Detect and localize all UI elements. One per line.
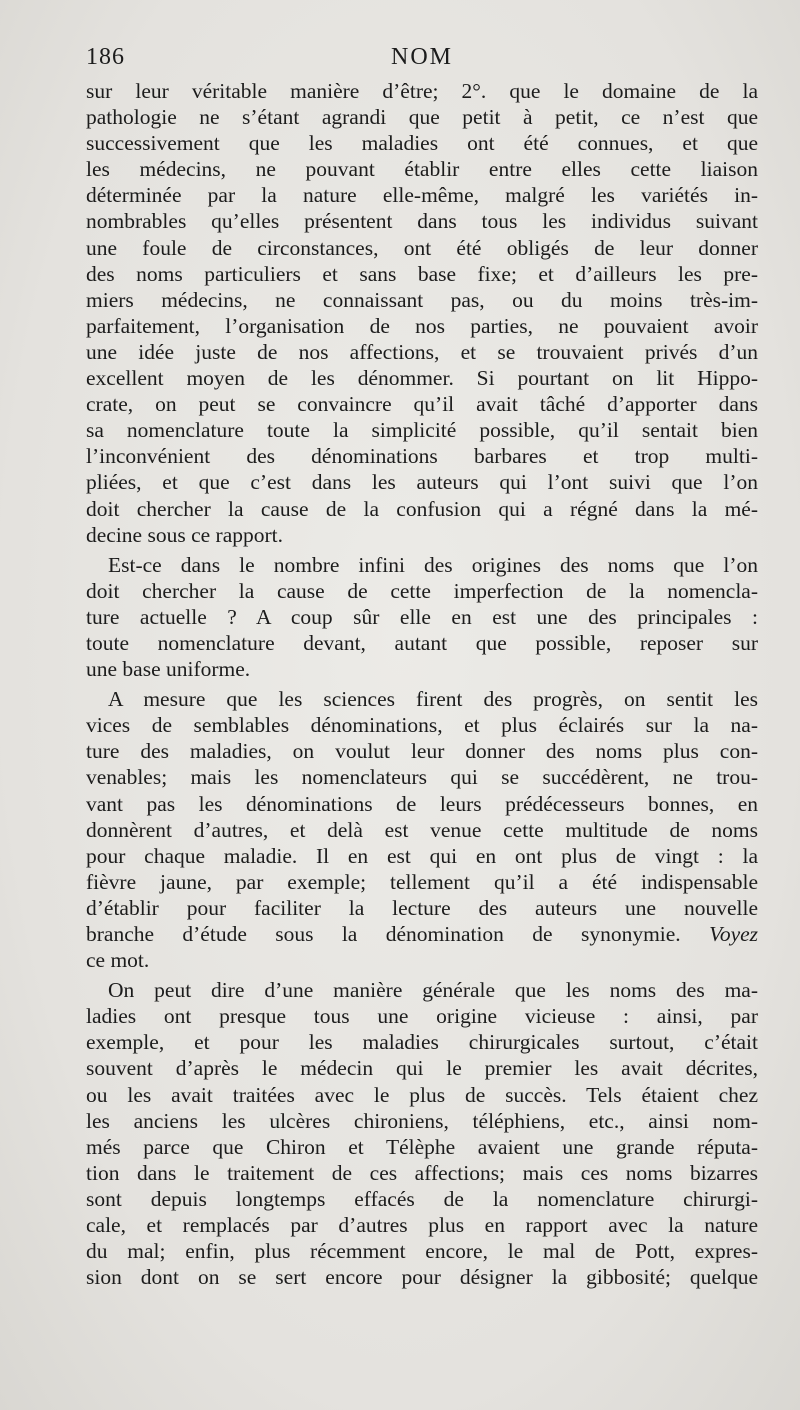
page-number: 186 — [86, 44, 125, 70]
text-line: souvent d’après le médecin qui le premier les avait décrites, — [86, 1056, 758, 1081]
text-line: pliées, et que c’est dans les auteurs qui l’ont suivi que l’on — [86, 470, 758, 495]
text-line: doit chercher la cause de la confusion qui a régné dans la mé- — [86, 496, 758, 521]
text-line: miers médecins, ne connaissant pas, ou du moins très-im- — [86, 287, 758, 312]
text-line: l’inconvénient des dénominations barbares et trop multi- — [86, 444, 758, 469]
text-line: A mesure que les sciences firent des progrès, on sentit les — [108, 687, 758, 712]
text-line: du mal; enfin, plus récemment encore, le mal de Pott, expres- — [86, 1239, 758, 1264]
text-line: cale, et remplacés par d’autres plus en rapport avec la nature — [86, 1213, 758, 1238]
text-line: toute nomenclature devant, autant que possible, reposer sur — [86, 630, 758, 655]
text-line: ce mot. — [86, 948, 150, 973]
text-line: sur leur véritable manière d’être; 2°. que le domaine de la — [86, 79, 758, 103]
body-text — [86, 78, 758, 1294]
paragraph — [86, 78, 758, 548]
text-line: crate, on peut se convaincre qu’il avait tâché d’apporter dans — [86, 392, 758, 417]
text-line: pour chaque maladie. Il en est qui en ont plus de vingt : la — [86, 843, 758, 868]
text-line: successivement que les maladies ont été connues, et que — [86, 131, 758, 156]
text-line: doit chercher la cause de cette imperfection de la nomencla- — [86, 578, 758, 603]
text-line: une foule de circonstances, ont été obligés de leur donner — [86, 235, 758, 260]
text-segment: branche d’étude sous la dénomination de synonymie. — [86, 922, 681, 946]
paragraph — [86, 686, 758, 973]
text-line-with-reference — [86, 921, 758, 947]
text-line: pathologie ne s’étant agrandi que petit à petit, ce n’est que — [86, 105, 758, 130]
page-header — [86, 44, 758, 74]
text-line: vices de semblables dénominations, et plus éclairés sur la na- — [86, 713, 758, 738]
text-line: sa nomenclature toute la simplicité possible, qu’il sentait bien — [86, 418, 758, 443]
text-line: sion dont on se sert encore pour désigner la gibbosité; quelque — [86, 1265, 758, 1290]
text-line: les anciens les ulcères chironiens, téléphiens, etc., ainsi nom- — [86, 1108, 758, 1133]
cross-reference: Voyez — [709, 922, 758, 946]
text-line: d’établir pour faciliter la lecture des auteurs une nouvelle — [86, 895, 758, 920]
text-line: decine sous ce rapport. — [86, 522, 284, 547]
text-line: donnèrent d’autres, et delà est venue cette multitude de noms — [86, 817, 758, 842]
text-line: vant pas les dénominations de leurs prédécesseurs bonnes, en — [86, 791, 758, 816]
paragraph — [86, 977, 758, 1290]
text-line: parfaitement, l’organisation de nos parties, ne pouvaient avoir — [86, 313, 758, 338]
text-line: On peut dire d’une manière générale que les noms des ma- — [108, 978, 758, 1003]
text-line: venables; mais les nomenclateurs qui se succédèrent, ne trou- — [86, 765, 758, 790]
text-line: ture actuelle ? A coup sûr elle en est une des principales : — [86, 604, 758, 629]
text-line: més parce que Chiron et Télèphe avaient une grande réputa- — [86, 1134, 758, 1159]
text-line: Est-ce dans le nombre infini des origines des noms que l’on — [108, 552, 758, 577]
text-line: les médecins, ne pouvant établir entre elles cette liaison — [86, 157, 758, 182]
text-line: une base uniforme. — [86, 657, 251, 682]
text-line: excellent moyen de les dénommer. Si pourtant on lit Hippo- — [86, 366, 758, 391]
text-line: exemple, et pour les maladies chirurgicales surtout, c’était — [86, 1030, 758, 1055]
text-line: sont depuis longtemps effacés de la nomenclature chirurgi- — [86, 1186, 758, 1211]
text-line: des noms particuliers et sans base fixe; et d’ailleurs les pre- — [86, 261, 758, 286]
text-line: ladies ont presque tous une origine vicieuse : ainsi, par — [86, 1004, 758, 1029]
paragraph — [86, 552, 758, 682]
running-title: NOM — [390, 44, 453, 70]
text-line: déterminée par la nature elle-même, malgré les variétés in- — [86, 183, 758, 208]
text-line: une idée juste de nos affections, et se trouvaient privés d’un — [86, 339, 758, 364]
text-line: ture des maladies, on voulut leur donner des noms plus con- — [86, 739, 758, 764]
text-line: fièvre jaune, par exemple; tellement qu’il a été indispensable — [86, 869, 758, 894]
text-line: tion dans le traitement de ces affections; mais ces noms bizarres — [86, 1160, 758, 1185]
text-line: ou les avait traitées avec le plus de succès. Tels étaient chez — [86, 1082, 758, 1107]
text-line: nombrables qu’elles présentent dans tous les individus suivant — [86, 209, 758, 234]
